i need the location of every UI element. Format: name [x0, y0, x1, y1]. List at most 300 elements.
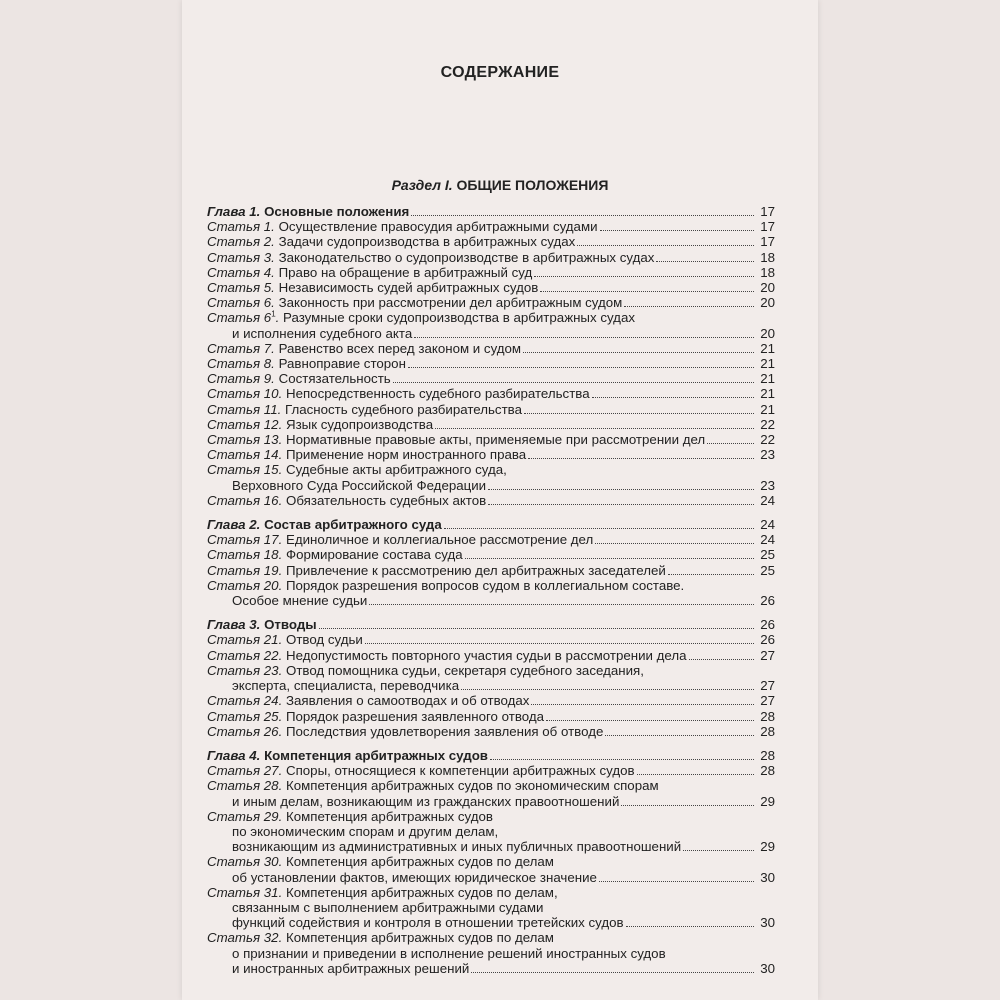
dot-leader — [707, 443, 754, 444]
article-title: эксперта, специалиста, переводчика — [232, 678, 460, 694]
toc-line — [207, 724, 775, 739]
article-superscript: 1 — [271, 310, 276, 319]
page-number: 17 — [760, 219, 775, 235]
toc-article-entry — [207, 310, 775, 340]
article-title: Верховного Суда Российской Федерации — [232, 477, 487, 493]
toc-line-text — [207, 265, 532, 280]
article-label: Статья 27. — [207, 763, 283, 779]
toc-line-text — [232, 839, 681, 854]
toc-line — [207, 295, 775, 310]
article-label: Статья 31. — [207, 884, 283, 900]
article-title: Язык судопроизводства — [285, 416, 434, 432]
toc-line-text — [207, 809, 493, 824]
article-title: Равенство всех перед законом и судом — [278, 340, 522, 356]
toc-article-entry — [207, 341, 775, 356]
toc-line-text — [207, 447, 526, 462]
toc-line — [207, 709, 775, 724]
toc-chapter-entry — [207, 748, 775, 763]
article-title: Порядок разрешения вопросов судом в коллегиальном составе. — [285, 577, 685, 593]
dot-leader — [369, 604, 754, 605]
article-label: Статья 15. — [207, 462, 283, 478]
article-label: Статья 17. — [207, 532, 283, 548]
chapter-label: Глава 1. — [207, 204, 261, 219]
toc-line — [207, 930, 775, 945]
toc-line-text — [232, 824, 498, 839]
toc-article-entry — [207, 809, 775, 855]
toc-article-entry — [207, 493, 775, 508]
toc-line-text — [207, 250, 654, 265]
toc-line — [207, 563, 775, 578]
toc-article-entry — [207, 265, 775, 280]
toc-line — [207, 663, 775, 678]
article-title: Право на обращение в арбитражный суд — [278, 264, 533, 280]
article-title: Применение норм иностранного права — [285, 447, 527, 463]
article-label: Статья 18. — [207, 547, 283, 563]
article-label: Статья 5. — [207, 280, 275, 296]
chapter-label: Глава 2. — [207, 517, 261, 533]
article-title: Компетенция арбитражных судов по экономическим спорам — [285, 778, 659, 794]
dot-leader — [411, 215, 754, 216]
toc-article-entry — [207, 563, 775, 578]
toc-line-text — [207, 386, 590, 401]
toc-chapter-entry — [207, 617, 775, 632]
toc-article-entry — [207, 371, 775, 386]
page-number: 30 — [760, 960, 775, 976]
toc-line — [207, 748, 775, 763]
toc-article-entry — [207, 250, 775, 265]
toc-article-entry — [207, 578, 775, 608]
article-title: Отвод помощника судьи, секретаря судебного заседания, — [285, 662, 644, 678]
toc-article-entry — [207, 402, 775, 417]
article-label: Статья 30. — [207, 854, 283, 870]
article-title: Порядок разрешения заявленного отвода — [285, 708, 545, 724]
toc-line-text — [207, 648, 687, 663]
toc-line — [207, 478, 775, 493]
toc-line-text — [207, 219, 598, 234]
article-label: Статья 21. — [207, 632, 283, 648]
article-title: Единоличное и коллегиальное рассмотрение дел — [285, 532, 594, 548]
toc-line-text — [207, 532, 593, 547]
toc-line-text — [207, 563, 666, 578]
toc-article-entry — [207, 709, 775, 724]
article-label: Статья 32. — [207, 930, 283, 946]
toc-line-text — [207, 295, 622, 310]
chapter-label: Глава 3. — [207, 617, 261, 633]
article-title: Равноправие сторон — [278, 356, 406, 372]
article-label: Статья 6. — [207, 295, 275, 311]
dot-leader — [471, 972, 754, 973]
page-number: 30 — [760, 869, 775, 885]
article-title: и иным делам, возникающим из гражданских правоотношений — [232, 793, 620, 809]
toc-article-entry — [207, 547, 775, 562]
page-number: 24 — [760, 492, 775, 508]
article-title: и исполнения судебного акта — [232, 325, 413, 341]
toc-line-text — [232, 946, 666, 961]
toc-line — [207, 593, 775, 608]
page-number: 29 — [760, 839, 775, 855]
toc-article-entry — [207, 663, 775, 693]
toc-line-text — [232, 794, 619, 809]
toc-line-text — [207, 693, 529, 708]
toc-line-text — [232, 478, 486, 493]
article-title: функций содействия и контроля в отношении третейских судов — [232, 915, 624, 931]
article-label: Статья 2. — [207, 234, 275, 250]
toc-line-text — [207, 280, 538, 295]
toc-article-entry — [207, 648, 775, 663]
toc-line — [207, 250, 775, 265]
article-title: Компетенция арбитражных судов по делам — [285, 854, 554, 870]
page-number: 29 — [760, 793, 775, 809]
article-title: Состязательность — [278, 371, 391, 387]
article-title: Разумные сроки судопроизводства в арбитражных судах — [283, 310, 635, 326]
article-label: Статья 4. — [207, 264, 275, 280]
article-title: связанным с выполнением арбитражными судами — [232, 899, 544, 915]
toc-line-text — [232, 593, 367, 608]
toc-line — [207, 794, 775, 809]
toc-line — [207, 632, 775, 647]
article-label: Статья 3. — [207, 249, 275, 265]
page-number: 26 — [760, 617, 775, 633]
toc-line-text — [207, 341, 521, 356]
dot-leader — [605, 735, 754, 736]
dot-leader — [534, 276, 754, 277]
article-label: Статья 12. — [207, 416, 283, 432]
article-title: Компетенция арбитражных судов по делам, — [285, 884, 558, 900]
toc-line-text — [232, 678, 459, 693]
article-label: Статья 14. — [207, 447, 283, 463]
article-title: Нормативные правовые акты, применяемые при рассмотрении дел — [285, 432, 706, 448]
section-name: ОБЩИЕ ПОЛОЖЕНИЯ — [456, 177, 609, 193]
dot-leader — [461, 689, 754, 690]
dot-leader — [656, 261, 754, 262]
toc-article-entry — [207, 417, 775, 432]
toc-line — [207, 356, 775, 371]
article-title: Непосредственность судебного разбирательства — [285, 386, 590, 402]
toc-line-text — [207, 663, 644, 678]
article-label: Статья 1. — [207, 219, 275, 235]
page-number: 24 — [760, 517, 775, 533]
toc-article-entry — [207, 462, 775, 492]
toc-line — [207, 462, 775, 477]
page-number: 30 — [760, 915, 775, 931]
dot-leader — [626, 926, 754, 927]
toc-line — [207, 204, 775, 219]
dot-leader — [595, 543, 754, 544]
toc-line-text — [207, 517, 442, 532]
toc-line-text — [207, 854, 554, 869]
dot-leader — [546, 720, 754, 721]
toc-line-text — [207, 432, 705, 447]
toc-line-text — [207, 417, 433, 432]
article-label: Статья 28. — [207, 778, 283, 794]
toc-chapter-entry — [207, 204, 775, 219]
article-label: Статья 6 — [207, 310, 272, 326]
page-number: 23 — [760, 477, 775, 493]
article-title: Компетенция арбитражных судов — [285, 808, 493, 824]
page-number: 28 — [760, 763, 775, 779]
toc-line — [207, 839, 775, 854]
toc-line — [207, 678, 775, 693]
dot-leader — [488, 504, 754, 505]
toc-article-entry — [207, 693, 775, 708]
dot-leader — [488, 489, 754, 490]
dot-leader — [592, 397, 754, 398]
toc-line — [207, 417, 775, 432]
toc-line — [207, 915, 775, 930]
section-title — [0, 177, 1000, 193]
article-title: Отвод судьи — [285, 632, 363, 648]
article-title: Споры, относящиеся к компетенции арбитражных судов — [285, 763, 635, 779]
page-number: 24 — [760, 532, 775, 548]
page-number: 28 — [760, 708, 775, 724]
page-number: 22 — [760, 432, 775, 448]
page-number: 26 — [760, 593, 775, 609]
toc-line-text — [207, 724, 603, 739]
section-prefix: Раздел I. — [391, 177, 453, 193]
toc-line-text — [207, 778, 659, 793]
dot-leader — [600, 230, 754, 231]
article-label: Статья 19. — [207, 562, 283, 578]
toc-line — [207, 547, 775, 562]
article-title: Независимость судей арбитражных судов — [278, 280, 539, 296]
toc-line-text — [207, 462, 507, 477]
article-label: Статья 20. — [207, 577, 283, 593]
page-number: 20 — [760, 295, 775, 311]
toc-line-text — [207, 204, 409, 219]
toc-article-entry — [207, 280, 775, 295]
page-number: 21 — [760, 401, 775, 417]
dot-leader — [490, 759, 754, 760]
toc-line-text: Статья $6^1$. Разумные сроки судопроизводства в арбитражных судах — [207, 310, 635, 326]
toc-line-text — [207, 885, 558, 900]
dot-leader — [577, 245, 754, 246]
article-title: Судебные акты арбитражного суда, — [285, 462, 507, 478]
article-label: Статья 26. — [207, 723, 283, 739]
dot-leader — [683, 850, 754, 851]
dot-leader — [365, 643, 754, 644]
page-number: 21 — [760, 386, 775, 402]
article-label: Статья 25. — [207, 708, 283, 724]
article-label: Статья 22. — [207, 647, 283, 663]
toc-article-entry — [207, 854, 775, 884]
page-number: 25 — [760, 562, 775, 578]
page-number: 27 — [760, 693, 775, 709]
toc-line-text — [207, 748, 488, 763]
toc-line — [207, 386, 775, 401]
toc-line-text — [232, 870, 597, 885]
dot-leader — [523, 352, 754, 353]
chapter-title: Основные положения — [264, 204, 410, 219]
article-title: Законодательство о судопроизводстве в арбитражных судах — [278, 249, 655, 265]
article-title: Компетенция арбитражных судов по делам — [285, 930, 554, 946]
article-title: Задачи судопроизводства в арбитражных судах — [278, 234, 576, 250]
toc-line — [207, 961, 775, 976]
toc-article-entry — [207, 763, 775, 778]
article-title: Последствия удовлетворения заявления об отводе — [285, 723, 604, 739]
toc-line-text — [232, 915, 624, 930]
toc-article-entry — [207, 724, 775, 739]
toc-line-text — [207, 763, 635, 778]
article-title: Гласность судебного разбирательства — [285, 401, 522, 417]
toc-line-text — [207, 356, 406, 371]
toc-line — [207, 447, 775, 462]
toc-line-text — [207, 547, 463, 562]
dot-leader — [528, 458, 754, 459]
toc-line — [207, 778, 775, 793]
chapter-title: Компетенция арбитражных судов — [264, 747, 488, 763]
page-number: 23 — [760, 447, 775, 463]
dot-leader — [540, 291, 754, 292]
dot-leader — [599, 881, 754, 882]
page-number: 17 — [760, 234, 775, 250]
toc-line-text — [207, 402, 522, 417]
toc-line — [207, 946, 775, 961]
page-number: 27 — [760, 678, 775, 694]
article-title: по экономическим спорам и другим делам, — [232, 823, 499, 839]
article-title: и иностранных арбитражных решений — [232, 960, 470, 976]
article-label: Статья 9. — [207, 371, 275, 387]
toc-article-entry — [207, 356, 775, 371]
article-title: возникающим из административных и иных публичных правоотношений — [232, 839, 682, 855]
toc-article-entry — [207, 778, 775, 808]
toc-line-text — [207, 578, 684, 593]
dot-leader — [408, 367, 754, 368]
toc-line — [207, 517, 775, 532]
article-title: об установлении фактов, имеющих юридическое значение — [232, 869, 597, 885]
article-label: Статья 16. — [207, 492, 283, 508]
chapter-title: Состав арбитражного суда — [264, 517, 442, 533]
toc-line — [207, 310, 775, 325]
article-title: Заявления о самоотводах и об отводах — [285, 693, 530, 709]
dot-leader — [465, 558, 754, 559]
article-title: о признании и приведении в исполнение решений иностранных судов — [232, 945, 666, 961]
dot-leader — [435, 428, 754, 429]
page-number: 21 — [760, 356, 775, 372]
article-label: Статья 11. — [207, 401, 282, 417]
toc-line — [207, 341, 775, 356]
article-label: Статья 29. — [207, 808, 283, 824]
toc-line — [207, 885, 775, 900]
dot-leader — [393, 382, 754, 383]
toc-line-text — [207, 930, 554, 945]
toc-article-entry — [207, 532, 775, 547]
toc-article-entry — [207, 930, 775, 976]
toc-line — [207, 870, 775, 885]
article-label: Статья 8. — [207, 356, 275, 372]
article-label: Статья 7. — [207, 340, 275, 356]
toc-line — [207, 763, 775, 778]
toc-line-text — [207, 234, 575, 249]
table-of-contents — [207, 204, 775, 976]
toc-title: СОДЕРЖАНИЕ — [440, 64, 560, 81]
page-number: 27 — [760, 647, 775, 663]
toc-line — [207, 432, 775, 447]
toc-line-text — [207, 617, 317, 632]
toc-line — [207, 824, 775, 839]
dot-leader — [414, 337, 754, 338]
article-title: Недопустимость повторного участия судьи в рассмотрении дела — [285, 647, 687, 663]
toc-chapter-entry — [207, 517, 775, 532]
page-number: 22 — [760, 416, 775, 432]
toc-line — [207, 493, 775, 508]
page-number: 18 — [760, 249, 775, 265]
article-title: Законность при рассмотрении дел арбитражным судом — [278, 295, 623, 311]
toc-line — [207, 648, 775, 663]
dot-leader — [624, 306, 754, 307]
toc-line-text — [207, 371, 391, 386]
toc-line — [207, 234, 775, 249]
page-number: 21 — [760, 340, 775, 356]
toc-line-text — [232, 326, 412, 341]
toc-line — [207, 280, 775, 295]
toc-line-text — [232, 900, 543, 915]
article-label: Статья 23. — [207, 662, 283, 678]
toc-article-entry — [207, 447, 775, 462]
page-number: 20 — [760, 280, 775, 296]
dot-leader — [621, 805, 754, 806]
page-number: 20 — [760, 325, 775, 341]
toc-line-text — [207, 493, 486, 508]
dot-leader — [524, 413, 754, 414]
toc-line-text — [207, 632, 363, 647]
dot-leader — [637, 774, 754, 775]
toc-line — [207, 371, 775, 386]
toc-line — [207, 402, 775, 417]
article-title: Особое мнение судьи — [232, 593, 368, 609]
toc-line — [207, 617, 775, 632]
toc-line-text — [232, 961, 469, 976]
chapter-title: Отводы — [264, 617, 317, 633]
toc-article-entry — [207, 295, 775, 310]
chapter-label: Глава 4. — [207, 747, 261, 763]
toc-line — [207, 693, 775, 708]
page-number: 28 — [760, 747, 775, 763]
dot-leader — [668, 574, 754, 575]
page-number: 21 — [760, 371, 775, 387]
article-title: Формирование состава суда — [285, 547, 463, 563]
page-number: 17 — [760, 204, 775, 219]
article-label: Статья 24. — [207, 693, 283, 709]
toc-article-entry — [207, 432, 775, 447]
toc-line — [207, 219, 775, 234]
toc-line — [207, 854, 775, 869]
toc-line — [207, 326, 775, 341]
page-number: 18 — [760, 264, 775, 280]
toc-article-entry — [207, 234, 775, 249]
toc-article-entry — [207, 885, 775, 931]
toc-article-entry — [207, 386, 775, 401]
toc-article-entry — [207, 219, 775, 234]
page-number: 28 — [760, 723, 775, 739]
page-number: 26 — [760, 632, 775, 648]
dot-leader — [689, 659, 754, 660]
toc-line — [207, 265, 775, 280]
page-number: 25 — [760, 547, 775, 563]
toc-line-text — [207, 709, 544, 724]
toc-line — [207, 809, 775, 824]
toc-line — [207, 900, 775, 915]
toc-article-entry — [207, 632, 775, 647]
article-title: Обязательность судебных актов — [285, 492, 487, 508]
toc-line — [207, 532, 775, 547]
dot-leader — [531, 704, 754, 705]
article-title: Осуществление правосудия арбитражными судами — [278, 219, 598, 235]
article-label: Статья 10. — [207, 386, 283, 402]
toc-line — [207, 578, 775, 593]
article-label: Статья 13. — [207, 432, 283, 448]
dot-leader — [319, 628, 754, 629]
dot-leader — [444, 528, 754, 529]
